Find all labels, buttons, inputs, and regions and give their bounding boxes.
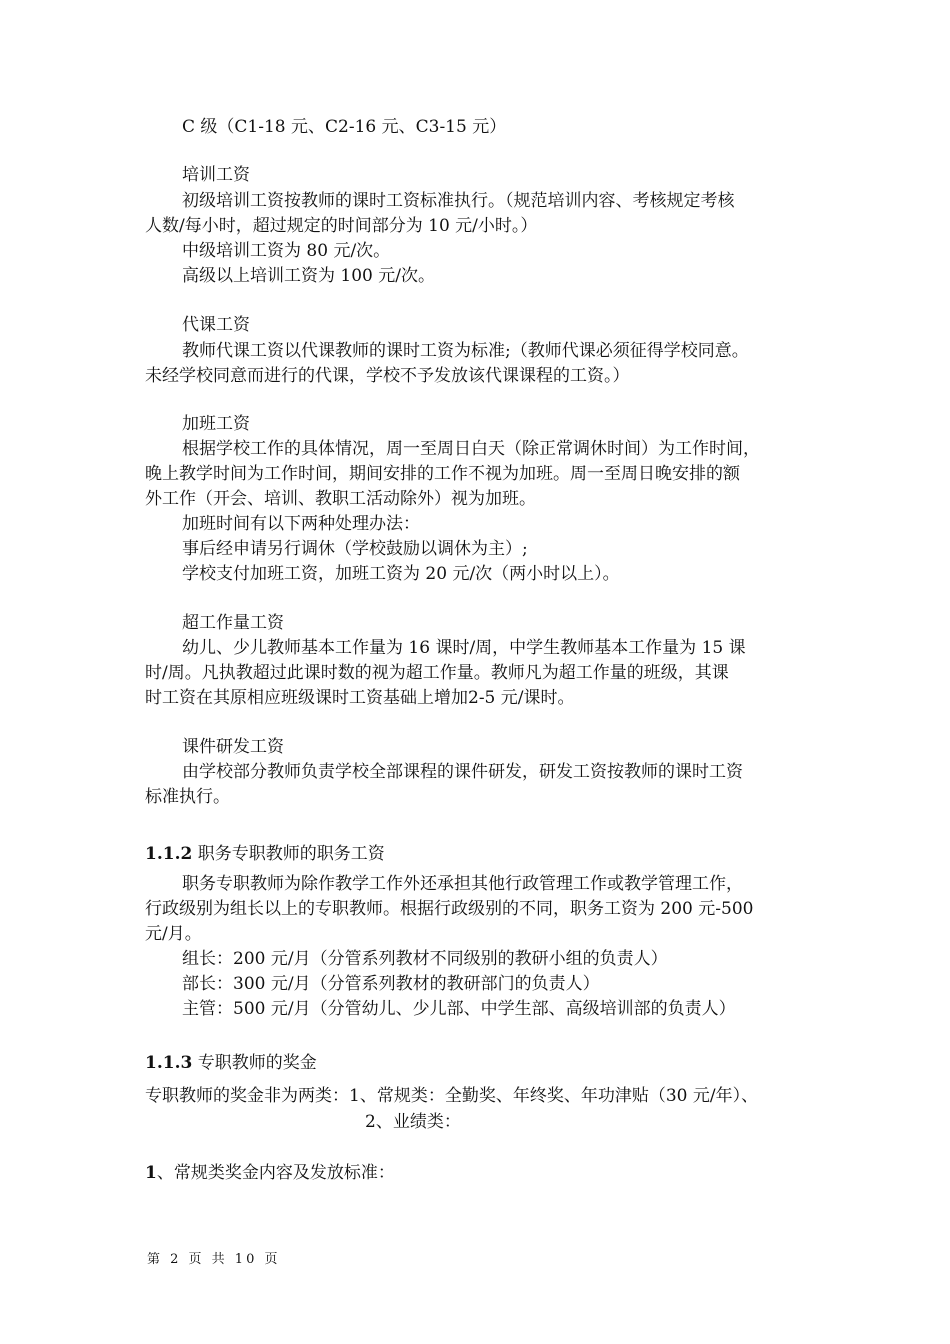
text-line: 时工资在其原相应班级课时工资基础上增加2-5 元/课时。 (145, 688, 575, 708)
text-line: 组长：200 元/月（分管系列教材不同级别的教研小组的负责人） (182, 949, 668, 969)
text-line: 2、业绩类： (365, 1112, 461, 1132)
text-line: 部长：300 元/月（分管系列教材的教研部门的负责人） (182, 974, 600, 994)
section-label: 加班工资 (182, 414, 250, 434)
heading-number: 1.1.3 (145, 1053, 193, 1073)
text-line: 外工作（开会、培训、教职工活动除外）视为加班。 (145, 489, 536, 509)
heading-text: 专职教师的奖金 (192, 1053, 317, 1073)
text-line: 由学校部分教师负责学校全部课程的课件研发，研发工资按教师的课时工资 (182, 762, 743, 782)
text-line: 标准执行。 (145, 787, 230, 807)
text-line: 事后经申请另行调休（学校鼓励以调休为主）; (182, 539, 528, 559)
heading-number: 1.1.2 (145, 844, 193, 864)
heading-text: 职务专职教师的职务工资 (192, 844, 385, 864)
text-line: 高级以上培训工资为 100 元/次。 (182, 266, 435, 286)
text-line: 专职教师的奖金非为两类：1、常规类：全勤奖、年终奖、年功津贴（30 元/年）、 (145, 1086, 759, 1106)
text-line: 主管：500 元/月（分管幼儿、少儿部、中学生部、高级培训部的负责人） (182, 999, 736, 1019)
text-line: 幼儿、少儿教师基本工作量为 16 课时/周，中学生教师基本工作量为 15 课 (182, 638, 746, 658)
text-line: 加班时间有以下两种处理办法： (182, 514, 420, 534)
heading-number: 1 (145, 1163, 157, 1183)
section-label: 超工作量工资 (182, 613, 284, 633)
heading-1 (145, 1162, 395, 1184)
section-label: 课件研发工资 (182, 737, 284, 757)
heading-1-1-2 (145, 843, 385, 865)
text-line: 未经学校同意而进行的代课，学校不予发放该代课课程的工资。） (145, 366, 630, 386)
text-line: 时/周。凡执教超过此课时数的视为超工作量。教师凡为超工作量的班级，其课 (145, 663, 729, 683)
text-line: 人数/每小时，超过规定的时间部分为 10 元/小时。） (145, 216, 538, 236)
text-line: 根据学校工作的具体情况，周一至周日白天（除正常调休时间）为工作时间， (182, 439, 760, 459)
text-line: 元/月。 (145, 924, 202, 944)
page-footer: 第 2 页 共 10 页 (147, 1252, 281, 1267)
text-line: C 级（C1-18 元、C2-16 元、C3-15 元） (182, 117, 507, 137)
section-label: 培训工资 (182, 165, 250, 185)
text-line: 学校支付加班工资，加班工资为 20 元/次（两小时以上）。 (182, 564, 620, 584)
heading-1-1-3 (145, 1052, 317, 1074)
text-line: 晚上教学时间为工作时间，期间安排的工作不视为加班。周一至周日晚安排的额 (145, 464, 740, 484)
heading-text: 、常规类奖金内容及发放标准： (156, 1163, 395, 1183)
section-label: 代课工资 (182, 315, 250, 335)
text-line: 中级培训工资为 80 元/次。 (182, 241, 391, 261)
text-line: 行政级别为组长以上的专职教师。根据行政级别的不同，职务工资为 200 元-500 (145, 899, 754, 919)
text-line: 职务专职教师为除作教学工作外还承担其他行政管理工作或教学管理工作， (182, 874, 743, 894)
text-line: 教师代课工资以代课教师的课时工资为标准;（教师代课必须征得学校同意。 (182, 341, 749, 361)
text-line: 初级培训工资按教师的课时工资标准执行。（规范培训内容、考核规定考核 (182, 191, 735, 211)
